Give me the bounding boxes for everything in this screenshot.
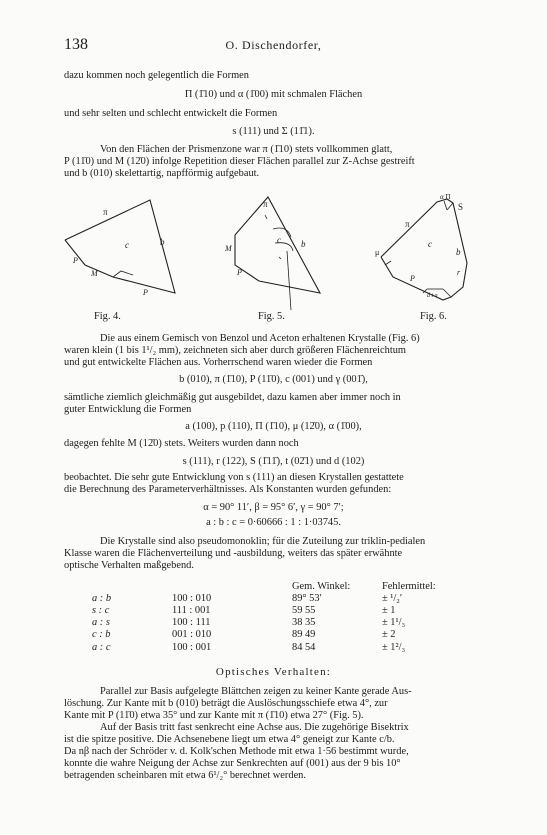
- fig6-label-P: P: [410, 274, 415, 283]
- table-cell: a : c: [92, 641, 111, 653]
- fig6-label-small: d t a: [427, 293, 438, 299]
- para2-forms-1: b (010), π (1̄10), P (11̄0), c (001) und γ (001̄),: [179, 374, 368, 385]
- table-cell: a : s: [92, 617, 110, 629]
- table-cell: 100 : 111: [172, 617, 211, 629]
- para2-line-1: Die aus einem Gemisch von Benzol und Aceton erhaltenen Krystalle (Fig. 6): [100, 333, 420, 344]
- table-row: [92, 641, 462, 653]
- optics-line-2: löschung. Zur Kante mit b (010) beträgt die Auslöschungsschiefe etwa 4°, zur: [64, 698, 388, 709]
- table-cell: ± 1: [382, 604, 396, 616]
- para3-line-1: Die Krystalle sind also pseudomonoklin; für die Zuteilung zur triklin-pedialen: [100, 536, 426, 547]
- constants-ratio: a : b : c = 0·60666 : 1 : 1·03745.: [206, 517, 341, 528]
- fig5-caption: Fig. 5.: [258, 311, 285, 322]
- fig5-label-pi: π: [263, 199, 268, 209]
- intro-line-1: dazu kommen noch gelegentlich die Formen: [64, 70, 249, 81]
- para2-forms-3: s (111), r (122), S (1̄11̄), t (02̄1) und d (102): [182, 456, 365, 467]
- table-cell: 59 55: [292, 604, 316, 616]
- table-row: [92, 592, 462, 604]
- table-header-row: [92, 580, 462, 592]
- table-cell: 111 : 001: [172, 604, 211, 616]
- intro-para-line-1: Von den Flächen der Prismenzone war π (1̄10) stets vollkommen glatt,: [100, 144, 393, 155]
- intro-para-line-3: und b (010) skelettartig, napfförmig aufgebaut.: [64, 168, 260, 179]
- intro-forms-1: Π (1̄10) und α (1̄00) mit schmalen Flächen: [184, 89, 363, 100]
- table-cell: a : b: [92, 592, 112, 604]
- table-cell: 38 35: [292, 617, 316, 629]
- intro-forms-2: s (111) und Σ (11̄1).: [232, 126, 315, 137]
- para3-line-2: Klasse waren die Flächenverteilung und -ausbildung, weiters das später erwähnte: [64, 548, 403, 559]
- fig6-label-b: b: [456, 247, 461, 257]
- fig6-label-S: S: [458, 202, 464, 212]
- para2-forms-2: a (100), p (110), Π (1̄10), μ (12̄0), α (1̄00),: [185, 421, 362, 432]
- table-cell: 89 49: [292, 629, 316, 641]
- fig6-label-r: r: [457, 268, 461, 277]
- table-cell: ± 1²/₃: [382, 641, 406, 653]
- table-cell: 100 : 001: [172, 641, 212, 653]
- fig4-label-c: c: [125, 240, 129, 250]
- intro-para-line-2: P (11̄0) und M (12̄0) infolge Repetition dieser Flächen parallel zur Z-Achse gestreift: [64, 156, 415, 167]
- table-cell: 100 : 010: [172, 592, 212, 604]
- fig5-label-c: c: [277, 235, 281, 245]
- table-header: Gem. Winkel:: [292, 580, 351, 592]
- fig6-label-mu: μ: [375, 248, 380, 257]
- fig6-label-alpha-pi: α Π: [440, 193, 451, 201]
- intro-line-3: und sehr selten und schlecht entwickelt die Formen: [64, 108, 278, 119]
- para2-line-5: guter Entwicklung die Formen: [64, 404, 192, 415]
- table-row: [92, 629, 462, 641]
- table-header: [172, 580, 292, 592]
- fig6-label-c: c: [428, 239, 432, 249]
- fig4-label-P-lower: P: [143, 288, 148, 297]
- table-cell: c : b: [92, 629, 111, 641]
- optics-line-7: konnte die wahre Neigung der Achse zur Senkrechten auf (001) aus der 9 bis 10°: [64, 758, 401, 769]
- figure-5-drawing: [224, 197, 320, 310]
- fig6-caption: Fig. 6.: [420, 311, 447, 322]
- fig4-label-b: b: [160, 237, 165, 247]
- fig5-label-P: P: [237, 268, 242, 277]
- table-row: [92, 604, 462, 616]
- fig4-label-pi: π: [103, 207, 108, 217]
- para2-line-4: sämtliche ziemlich gleichmäßig gut ausgebildet, dazu kamen aber immer noch in: [64, 392, 401, 403]
- crystal-figures: [55, 185, 495, 315]
- para2-line-7: beobachtet. Die sehr gute Entwicklung von s (111) an diesen Krystallen gestattete: [64, 472, 404, 483]
- table-cell: 89° 53′: [292, 592, 322, 604]
- running-head: O. Dischendorfer,: [225, 38, 322, 52]
- constants-angles: α = 90° 11′, β = 95° 6′, γ = 90° 7′;: [203, 502, 344, 513]
- para2-line-8: die Berechnung des Parameterverhältnisses. Als Konstanten wurden gefunden:: [64, 484, 392, 495]
- section-heading-optics: Optisches Verhalten:: [215, 666, 332, 678]
- fig5-label-b: b: [301, 239, 306, 249]
- table-cell: 001 : 010: [172, 629, 212, 641]
- table-cell: 84 54: [292, 641, 316, 653]
- fig4-label-M: M: [91, 269, 98, 278]
- optics-line-6: Da nβ nach der Schröder v. d. Kolk'schen Methode mit etwa 1·56 bestimmt wurde,: [64, 746, 409, 757]
- fig6-label-pi: π: [405, 219, 410, 229]
- para2-line-6: dagegen fehlte M (12̄0) stets. Weiters wurden dann noch: [64, 438, 299, 449]
- table-cell: ± 1¹/₃: [382, 617, 406, 629]
- table-row: [92, 617, 462, 629]
- para3-line-3: optische Verhalten maßgebend.: [64, 560, 194, 571]
- optics-line-4: Auf der Basis tritt fast senkrecht eine Achse aus. Die zugehörige Bisektrix: [100, 722, 409, 733]
- fig4-label-P-upper: P: [73, 256, 78, 265]
- fig4-caption: Fig. 4.: [94, 311, 121, 322]
- para2-line-3: und gut entwickelte Flächen aus. Vorherrschend waren wieder die Formen: [64, 357, 373, 368]
- figure-6-drawing: [375, 193, 467, 300]
- optics-line-3: Kante mit P (11̄0) etwa 35° und zur Kante mit π (1̄10) etwa 27° (Fig. 5).: [64, 710, 364, 721]
- table-cell: ± 2: [382, 629, 396, 641]
- table-cell: s : c: [92, 604, 110, 616]
- figure-4-drawing: [65, 200, 175, 297]
- optics-line-5: ist die spitze positive. Die Achsenebene liegt um etwa 4° geneigt zur Kante c/b.: [64, 734, 395, 745]
- optics-line-8: betragenden scheinbaren mit etwa 6¹/₂° berechnet werden.: [64, 770, 306, 781]
- fig5-label-M: M: [225, 244, 232, 253]
- angle-table: [92, 580, 462, 653]
- page-number: 138: [64, 36, 88, 53]
- table-cell: ± ¹/₂′: [382, 592, 403, 604]
- table-header: [92, 580, 172, 592]
- table-header: Fehlermittel:: [382, 580, 436, 592]
- para2-line-2: waren klein (1 bis 1¹/₂ mm), zeichneten sich aber durch größeren Flächenreichtum: [64, 345, 406, 356]
- optics-line-1: Parallel zur Basis aufgelegte Blättchen zeigen zu keiner Kante gerade Aus-: [100, 686, 412, 697]
